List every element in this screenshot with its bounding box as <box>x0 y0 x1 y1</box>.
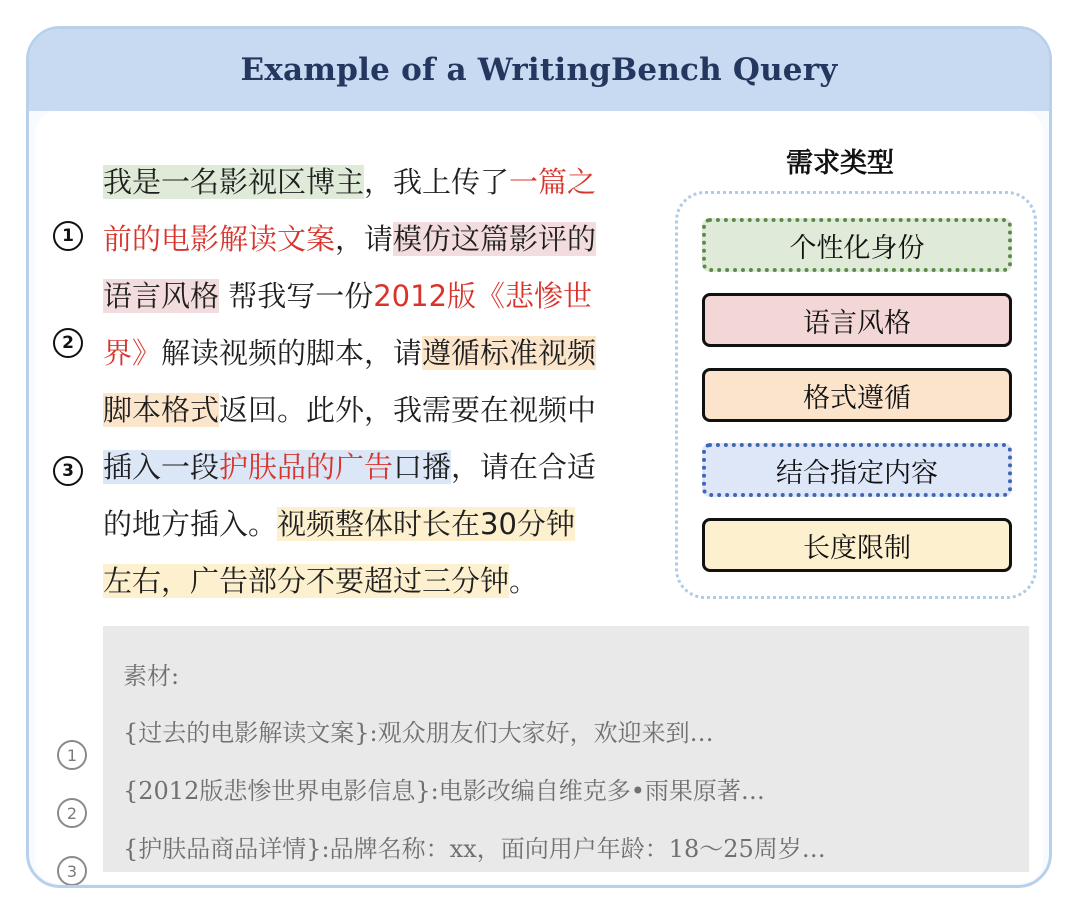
query-segment: 口播 <box>393 450 452 484</box>
query-segment: 2012版《悲惨世 <box>373 279 593 313</box>
material-marker-3: 3 <box>57 856 87 886</box>
materials-box <box>103 626 1029 872</box>
type-label: 长度限制 <box>803 532 911 564</box>
query-segment: 我是一名影视区博主 <box>103 165 365 199</box>
query-segment: 界》 <box>103 336 162 370</box>
query-line <box>103 382 663 439</box>
query-segment: 一篇之 <box>509 165 597 199</box>
query-segment: 的地方插入。 <box>103 507 278 541</box>
query-segment: 前的电影解读文案 <box>103 222 336 256</box>
query-segment: 返回。此外，我需要在视频中 <box>219 393 597 427</box>
type-personal-identity <box>702 218 1012 272</box>
query-segment: 语言风格 <box>103 279 220 313</box>
type-language-style <box>702 293 1012 347</box>
query-segment: 遵循标准视频 <box>422 336 597 370</box>
material-item-3: {护肤品商品详情}:品牌名称：xx，面向用户年龄：18〜25周岁… <box>123 835 826 863</box>
types-panel <box>675 191 1037 599</box>
query-segment: ，请在合适 <box>451 450 597 484</box>
type-label: 语言风格 <box>803 307 911 339</box>
type-length-limit <box>702 518 1012 572</box>
query-line <box>103 496 663 553</box>
card-title: Example of a WritingBench Query <box>240 52 838 88</box>
materials-label: 素材: <box>123 662 180 690</box>
type-label: 个性化身份 <box>789 232 925 264</box>
header-bar <box>29 29 1049 111</box>
material-item-2: {2012版悲惨世界电影信息}:电影改编自维克多•雨果原著… <box>123 777 765 805</box>
query-segment: ，请 <box>335 222 394 256</box>
query-segment: 模仿这篇影评的 <box>393 222 597 256</box>
query-marker-3: 3 <box>53 456 83 486</box>
query-segment: 帮我写一份 <box>219 279 374 313</box>
example-card <box>26 26 1052 888</box>
query-line <box>103 439 663 496</box>
query-line <box>103 154 663 211</box>
query-segment: 插入一段 <box>103 450 220 484</box>
query-segment: 解读视频的脚本，请 <box>161 336 423 370</box>
query-segment: 。 <box>509 564 539 598</box>
material-marker-2: 2 <box>57 798 87 828</box>
type-label: 结合指定内容 <box>776 457 938 489</box>
types-title: 需求类型 <box>786 148 894 179</box>
query-segment: 左右，广告部分不要超过三分钟 <box>103 564 510 598</box>
type-label: 格式遵循 <box>803 382 911 414</box>
material-item-1: {过去的电影解读文案}:观众朋友们大家好，欢迎来到… <box>123 719 714 747</box>
material-marker-1: 1 <box>57 740 87 770</box>
query-line <box>103 325 663 382</box>
query-marker-1: 1 <box>53 221 83 251</box>
query-segment: ，我上传了 <box>364 165 510 199</box>
query-line <box>103 268 663 325</box>
query-line <box>103 553 663 610</box>
type-format-following <box>702 368 1012 422</box>
query-segment: 脚本格式 <box>103 393 220 427</box>
query-text <box>103 154 663 610</box>
query-line <box>103 211 663 268</box>
query-segment: 视频整体时长在30分钟 <box>277 507 575 541</box>
content-panel <box>35 111 1043 883</box>
query-segment: 护肤品的广告 <box>219 450 394 484</box>
query-marker-2: 2 <box>53 328 83 358</box>
type-specified-content <box>702 443 1012 497</box>
